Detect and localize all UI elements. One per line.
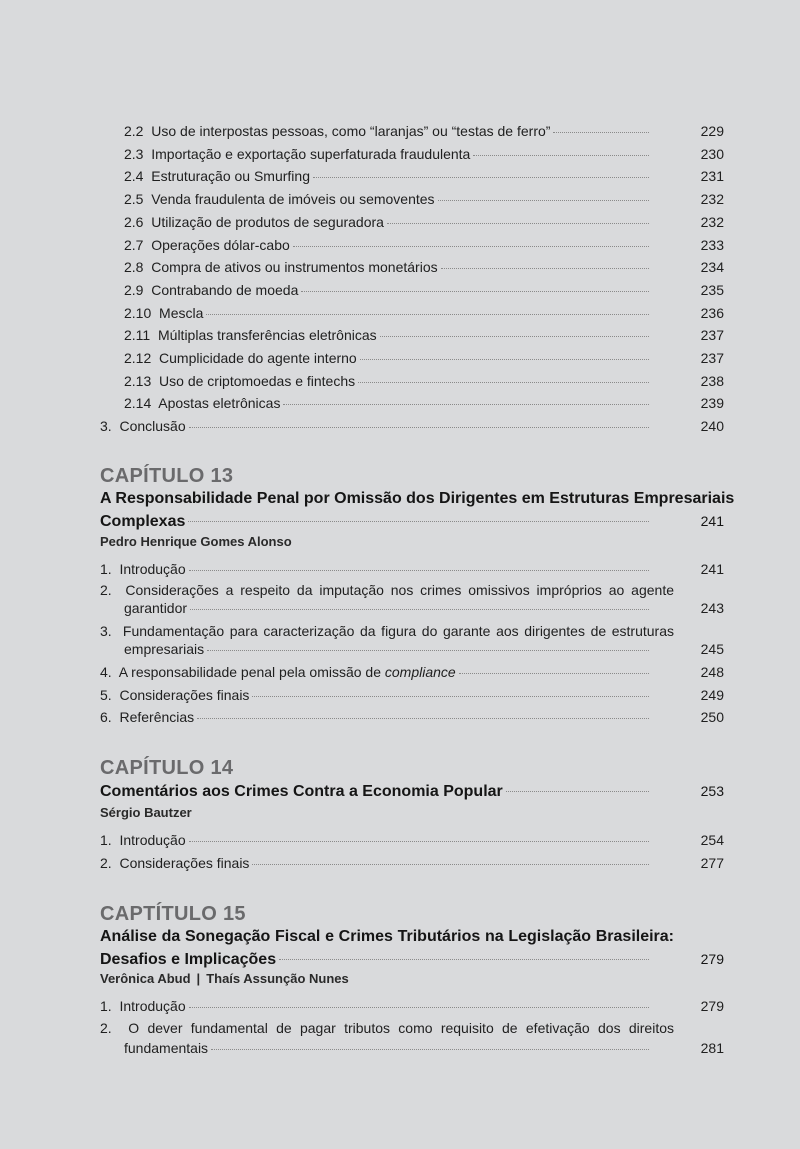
toc-entry-2-11: 2.11 Múltiplas transferências eletrônicas 237	[124, 324, 724, 347]
page-number: 254	[700, 832, 724, 848]
toc-entry-2-10: 2.10 Mescla 236	[124, 302, 724, 325]
toc-entry: 1. Introdução 254	[100, 829, 724, 852]
toc-entry-3: 3. Conclusão 240	[100, 415, 724, 438]
chapter-title: A Responsabilidade Penal por Omissão dos Dirigentes em Estruturas Empresariais Complexas 241	[100, 490, 735, 530]
page-number: 245	[700, 640, 724, 657]
toc-entry-2-8: 2.8 Compra de ativos ou instrumentos monetários 234	[124, 256, 724, 279]
toc-entry-2-9: 2.9 Contrabando de moeda 235	[124, 279, 724, 302]
chapter-authors: Verônica Abud | Thaís Assunção Nunes	[100, 971, 349, 986]
toc-entry: 2. Considerações finais 277	[100, 852, 724, 875]
page-number: 230	[700, 145, 724, 162]
page-number: 238	[700, 372, 724, 389]
toc-entry: 1. Introdução 279	[100, 995, 724, 1018]
toc-entry: 5. Considerações finais 249	[100, 684, 724, 707]
toc-entry: 3. Fundamentação para caracterização da figura do garante aos dirigentes de estruturas empresariais 245	[100, 622, 724, 657]
toc-entry-2-6: 2.6 Utilização de produtos de seguradora 232	[124, 211, 724, 234]
toc-entry-2-12: 2.12 Cumplicidade do agente interno 237	[124, 347, 724, 370]
toc-entry-2-14: 2.14 Apostas eletrônicas 239	[124, 392, 724, 415]
page-number: 240	[700, 418, 724, 434]
toc-entry: 4. A responsabilidade penal pela omissão de compliance 248	[100, 661, 724, 684]
page-number: 279	[700, 998, 724, 1014]
page-number: 232	[700, 213, 724, 230]
page-number: 241	[700, 561, 724, 577]
page-number: 241	[700, 513, 724, 529]
chapter-label: CAPÍTULO 14	[100, 757, 234, 779]
page-number: 243	[700, 599, 724, 616]
page-number: 281	[700, 1040, 724, 1056]
toc-entry-2-5: 2.5 Venda fraudulenta de imóveis ou semoventes 232	[124, 188, 724, 211]
page-number: 236	[700, 304, 724, 321]
page-number: 232	[700, 191, 724, 208]
page-number: 277	[700, 854, 724, 871]
chapter-label: CAPTÍTULO 15	[100, 903, 246, 925]
page-number: 239	[700, 395, 724, 412]
page-number: 235	[700, 281, 724, 298]
page-number: 249	[700, 686, 724, 703]
toc-entry-2-4: 2.4 Estruturação ou Smurfing 231	[124, 165, 724, 188]
chapter-label: CAPÍTULO 13	[100, 465, 234, 487]
page-number: 237	[700, 327, 724, 344]
page-number: 233	[700, 236, 724, 253]
chapter-title: Comentários aos Crimes Contra a Economia Popular 253	[100, 780, 724, 803]
toc-entry: 6. Referências 250	[100, 706, 724, 729]
page-number: 229	[700, 123, 724, 139]
page-number: 231	[700, 168, 724, 185]
toc-entry-2-7: 2.7 Operações dólar-cabo 233	[124, 234, 724, 257]
toc-entry: 2. O dever fundamental de pagar tributos como requisito de efetivação dos direitos fundamentais 281	[100, 1020, 724, 1056]
page-number: 250	[700, 709, 724, 725]
page-number: 237	[700, 350, 724, 366]
toc-entry: 1. Introdução 241	[100, 558, 724, 581]
toc-entry-2-13: 2.13 Uso de criptomoedas e fintechs 238	[124, 370, 724, 393]
chapter-author: Sérgio Bautzer	[100, 805, 192, 820]
chapter-title: Análise da Sonegação Fiscal e Crimes Tributários na Legislação Brasileira: Desafios e Implicações 279	[100, 928, 724, 968]
toc-entry: 2. Considerações a respeito da imputação nos crimes omissivos impróprios ao agente garantidor 243	[100, 581, 724, 616]
page-number: 248	[700, 664, 724, 680]
page-number: 279	[700, 951, 724, 967]
chapter-author: Pedro Henrique Gomes Alonso	[100, 534, 292, 549]
page-number: 253	[700, 783, 724, 799]
toc-entry-2-3: 2.3 Importação e exportação superfaturada fraudulenta 230	[124, 143, 724, 166]
page-number: 234	[700, 259, 724, 276]
toc-entry-2-2: 2.2 Uso de interpostas pessoas, como “laranjas” ou “testas de ferro” 229	[124, 120, 724, 143]
